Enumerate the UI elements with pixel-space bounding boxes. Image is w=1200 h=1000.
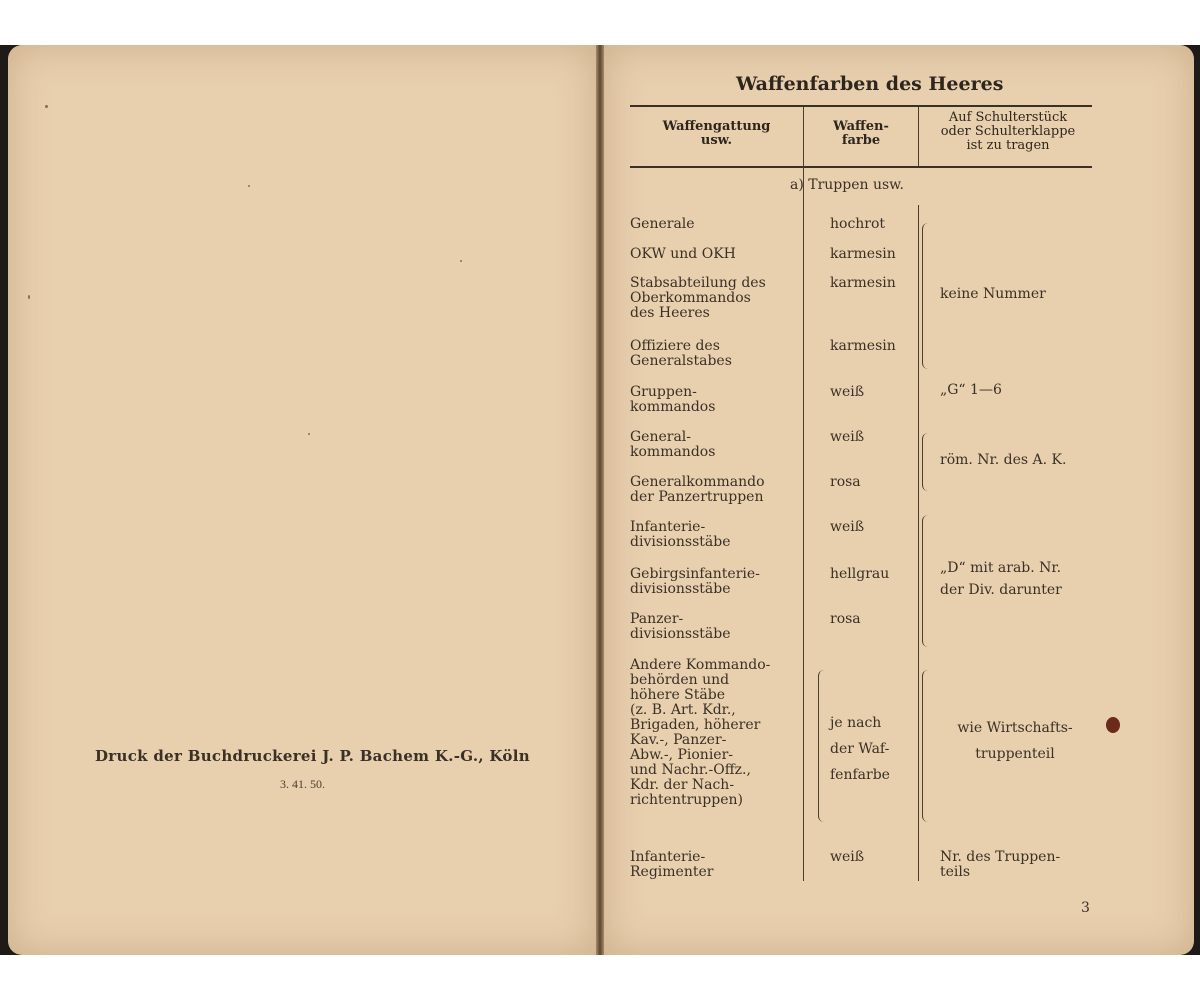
row-gattung: Gebirgsinfanterie- divisionsstäbe [630,566,760,597]
brace-roem [922,433,930,491]
row-farbe: hochrot [830,216,886,232]
brace-je-nach [818,670,826,822]
ink-blot [1106,717,1120,733]
row-gattung: Generalkommando der Panzertruppen [630,474,765,505]
brace-wirtschaft [922,670,930,822]
column-divider-1 [803,107,804,881]
paper-speck [28,295,30,299]
brace-d-arab [922,515,930,647]
row-gattung: Panzer- divisionsstäbe [630,611,731,642]
header-waffenfarbe: Waffen- farbe [833,119,889,148]
row-farbe: weiß [830,429,865,445]
row-gattung: Offiziere des Generalstabes [630,338,732,369]
row-farbe: hellgrau [830,566,890,582]
section-heading: a) Truppen usw. [790,177,904,193]
row-gattung: Infanterie- Regimenter [630,849,714,880]
row-farbe: rosa [830,474,861,490]
right-page [604,45,1194,955]
row-gattung: Infanterie- divisionsstäbe [630,519,731,550]
row-farbe: weiß [830,849,865,865]
header-bottom-rule [630,166,1092,168]
header-waffengattung: Waffengattung usw. [662,119,771,148]
page-number: 3 [1081,900,1090,916]
imprint-date: 3. 41. 50. [280,777,325,791]
book-gutter [596,45,604,955]
left-page [8,45,596,955]
header-top-rule [630,105,1092,107]
row-gattung: Andere Kommando- behörden und höhere Stäbe (z. B. Art. Kdr., Brigaden, höherer Kav.-, Panzer- Abw.-, Pionier- und Nachr.-Offz., Kdr. der Nach- richtentruppen) [630,657,771,808]
column-divider-2-lower [918,205,919,881]
paper-speck [248,185,250,187]
row-farbe: weiß [830,384,865,400]
marking-wirtschaft: wie Wirtschafts- truppenteil [957,720,1073,762]
printer-imprint: Druck der Buchdruckerei J. P. Bachem K.-G., Köln [95,747,530,765]
row-farbe: weiß [830,519,865,535]
brace-keine-nummer [922,223,930,369]
row-gattung: Generale [630,216,695,232]
row-farbe: karmesin [830,246,896,262]
paper-speck [45,105,48,108]
row-gattung: General- kommandos [630,429,716,460]
row-farbe: karmesin [830,338,896,354]
header-schulterstueck: Auf Schulterstück oder Schulterklappe ist zu tragen [940,110,1076,153]
row-farbe: je nach der Waf- fenfarbe [830,715,890,783]
column-divider-2 [918,107,919,167]
marking-g-1-6: „G“ 1—6 [940,382,1002,398]
marking-keine-nummer: keine Nummer [940,286,1046,302]
paper-speck [308,433,310,435]
row-gattung: Gruppen- kommandos [630,384,716,415]
book-spread [0,45,1200,955]
row-farbe: rosa [830,611,861,627]
row-gattung: OKW und OKH [630,246,736,262]
marking-d-arab: „D“ mit arab. Nr. der Div. darunter [940,560,1062,598]
table-title: Waffenfarben des Heeres [736,73,1004,95]
marking-nr-truppenteil: Nr. des Truppen- teils [940,849,1061,880]
paper-speck [460,260,462,262]
marking-roem: röm. Nr. des A. K. [940,452,1067,468]
row-farbe: karmesin [830,275,896,291]
row-gattung: Stabsabteilung des Oberkommandos des Heeres [630,275,766,321]
